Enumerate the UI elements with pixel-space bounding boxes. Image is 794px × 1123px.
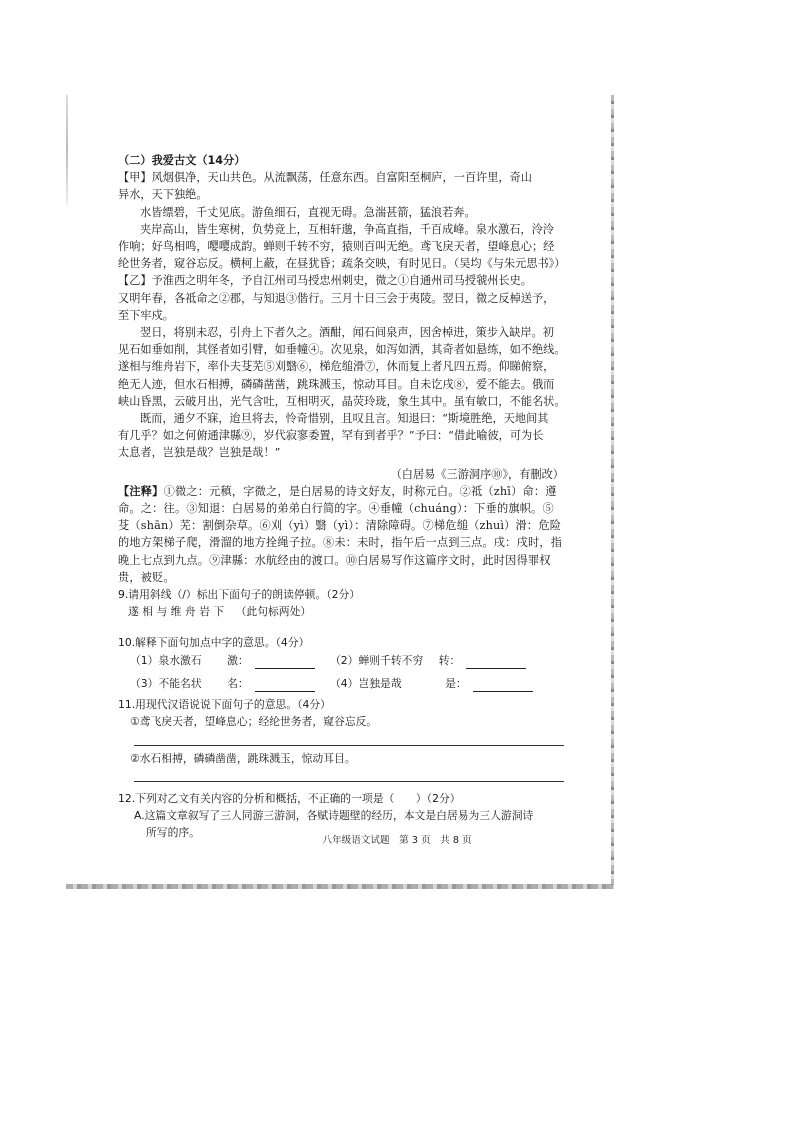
passage-source: （白居易《三游洞序⑩》，有删改） bbox=[390, 467, 564, 481]
section-title: （二）我爱古文（14分） bbox=[118, 154, 246, 167]
yi-line: 【乙】予淮西之明年冬，予自江州司马授忠州刺史，微之①自通州司马授虢州长史。 bbox=[118, 274, 532, 288]
scan-edge-bottom bbox=[66, 884, 614, 889]
jia-line: 【甲】风烟俱净，天山共色。从流飘荡，任意东西。自富阳至桐庐，一百许里，奇山 bbox=[118, 171, 532, 185]
question-10 bbox=[118, 634, 564, 692]
q10-item-text: （1）泉水激石 bbox=[130, 653, 202, 667]
yi-line: 遂相与维舟岩下，率仆夫芟芜⑤刈翳⑥，梯危缒滑⑦，休而复上者凡四五焉。仰睇俯察， bbox=[118, 360, 555, 374]
q9-prompt: 9.请用斜线（/）标出下面句子的朗读停顿。（2分） bbox=[118, 588, 361, 602]
q12-option-a-cont: 所写的序。 bbox=[146, 826, 200, 840]
jia-line: 水皆缥碧，千丈见底。游鱼细石，直视无碍。急湍甚箭，猛浪若奔。 bbox=[140, 205, 476, 219]
q10-item-char: 转： bbox=[438, 653, 461, 667]
answer-blank[interactable] bbox=[255, 679, 315, 692]
yi-line: 峡山昏黑，云破月出，光气含吐，互相明灭，晶荧玲珑，象生其中。虽有敏口，不能名状。 bbox=[118, 394, 566, 408]
yi-line: 有几乎？如之何俯通津縣⑨，岁代寂寥委置，罕有到者乎？”予曰：“借此喻彼，可为长 bbox=[118, 429, 544, 443]
annotations-text: ①微之：元稹，字微之，是白居易的诗文好友，时称元白。②祗（zhī）命：遵命。之：往。③知退：白居易的弟弟白行简的字。④垂幢（chuáng）：下垂的旗帜。⑤芟（shān）芜：割倒杂草。⑥刈（yì）翳（yì）：清除障碍。⑦梯危缒（zhuì）滑：危险的地方架梯子爬，滑溜的地方拴绳子拉。⑧未：未时，指午后一点到三点。戌：戌时，指晚上七点到九点。⑨津縣：水航经由的渡口。⑩白居易写作这篇序文时，此时因得罪权贵，被贬。 bbox=[118, 484, 563, 584]
annotations-label: 【注释】 bbox=[118, 484, 164, 498]
q10-row bbox=[118, 652, 564, 669]
q10-item-text: （4）岂独是哉 bbox=[330, 676, 402, 690]
q10-item-char: 激： bbox=[227, 653, 249, 667]
annotations bbox=[118, 483, 564, 586]
q10-item bbox=[130, 652, 330, 669]
q11-sentence-1: ①鸢飞戾天者，望峰息心；经纶世务者，窥谷忘反。 bbox=[130, 715, 378, 729]
question-11 bbox=[118, 696, 564, 782]
question-9 bbox=[118, 586, 564, 620]
yi-line: 至下牢戍。 bbox=[118, 308, 174, 322]
q10-item-char: 是： bbox=[445, 676, 467, 690]
scan-edge-right bbox=[611, 95, 614, 885]
answer-blank[interactable] bbox=[473, 679, 533, 692]
jia-line: 异水，天下独绝。 bbox=[118, 188, 208, 202]
answer-blank[interactable] bbox=[255, 656, 315, 669]
q10-item-char: 名： bbox=[227, 676, 249, 690]
q12-option-a: A.这篇文章叙写了三人同游三游洞，各赋诗题壁的经历，本文是白居易为三人游洞诗 bbox=[134, 808, 534, 822]
yi-line: 绝无人迹，但水石相搏，磷磷凿凿，跳珠溅玉，惊动耳目。自未讫戌⑧，爱不能去。俄而 bbox=[118, 377, 555, 391]
yi-line: 太息者，岂独是哉？岂独是哉！” bbox=[118, 446, 281, 460]
q10-item bbox=[130, 675, 330, 692]
exam-content bbox=[118, 152, 564, 841]
q10-item bbox=[330, 652, 530, 669]
q10-item bbox=[330, 675, 530, 692]
q11-prompt: 11.用现代汉语说说下面句子的意思。（4分） bbox=[118, 698, 331, 712]
yi-line: 见石如垂如削，其怪者如引臂，如垂幢④。次见泉，如泻如洒，其奇者如悬练，如不绝线。 bbox=[118, 343, 566, 357]
answer-line[interactable] bbox=[134, 767, 564, 782]
q11-sentence-2: ②水石相搏，磷磷凿凿，跳珠溅玉，惊动耳目。 bbox=[130, 751, 356, 765]
yi-line: 翌日，将别未忍，引舟上下者久之。酒酣，闻石间泉声，因舍棹进，策步入缺岸。初 bbox=[140, 326, 554, 340]
page-footer: 八年级语文试题 第 3 页 共 8 页 bbox=[322, 835, 472, 846]
jia-line: 作响；好鸟相鸣，嘤嘤成韵。蝉则千转不穷，猿则百叫无绝。鸢飞戾天者，望峰息心；经 bbox=[118, 240, 555, 254]
q9-sentence-row bbox=[118, 603, 564, 620]
q9-hint: （此句标两处） bbox=[235, 605, 312, 619]
jia-line: 夹岸高山，皆生寒树，负势竞上，互相轩邈，争高直指，千百成峰。泉水激石，泠泠 bbox=[140, 222, 554, 236]
passage-jia bbox=[118, 169, 564, 272]
q9-sentence[interactable]: 遂 相 与 维 舟 岩 下 bbox=[128, 605, 225, 619]
answer-blank[interactable] bbox=[466, 656, 526, 669]
q10-item-text: （3）不能名状 bbox=[130, 676, 202, 690]
passage-yi bbox=[118, 272, 564, 482]
q10-row bbox=[118, 675, 564, 692]
q10-item-text: （2）蝉则千转不穷 bbox=[330, 653, 424, 667]
yi-line: 又明年春，各祗命之②郡，与知退③偕行。三月十日三会于夷陵。翌日，微之反棹送予， bbox=[118, 291, 555, 305]
jia-line: 纶世务者，窥谷忘反。横柯上蔽，在昼犹昏；疏条交映，有时见日。（吴均《与朱元思书》） bbox=[118, 257, 566, 271]
scan-edge-left bbox=[66, 95, 68, 205]
q10-prompt: 10.解释下面句加点中字的意思。（4分） bbox=[118, 636, 310, 650]
yi-line: 既而，通夕不寐，迨旦将去，怜奇惜别，且叹且言。知退曰：“斯境胜绝，天地间其 bbox=[140, 412, 549, 426]
answer-line[interactable] bbox=[134, 731, 564, 746]
q12-prompt: 12.下列对乙文有关内容的分析和概括，不正确的一项是（ ）（2分） bbox=[118, 791, 461, 805]
